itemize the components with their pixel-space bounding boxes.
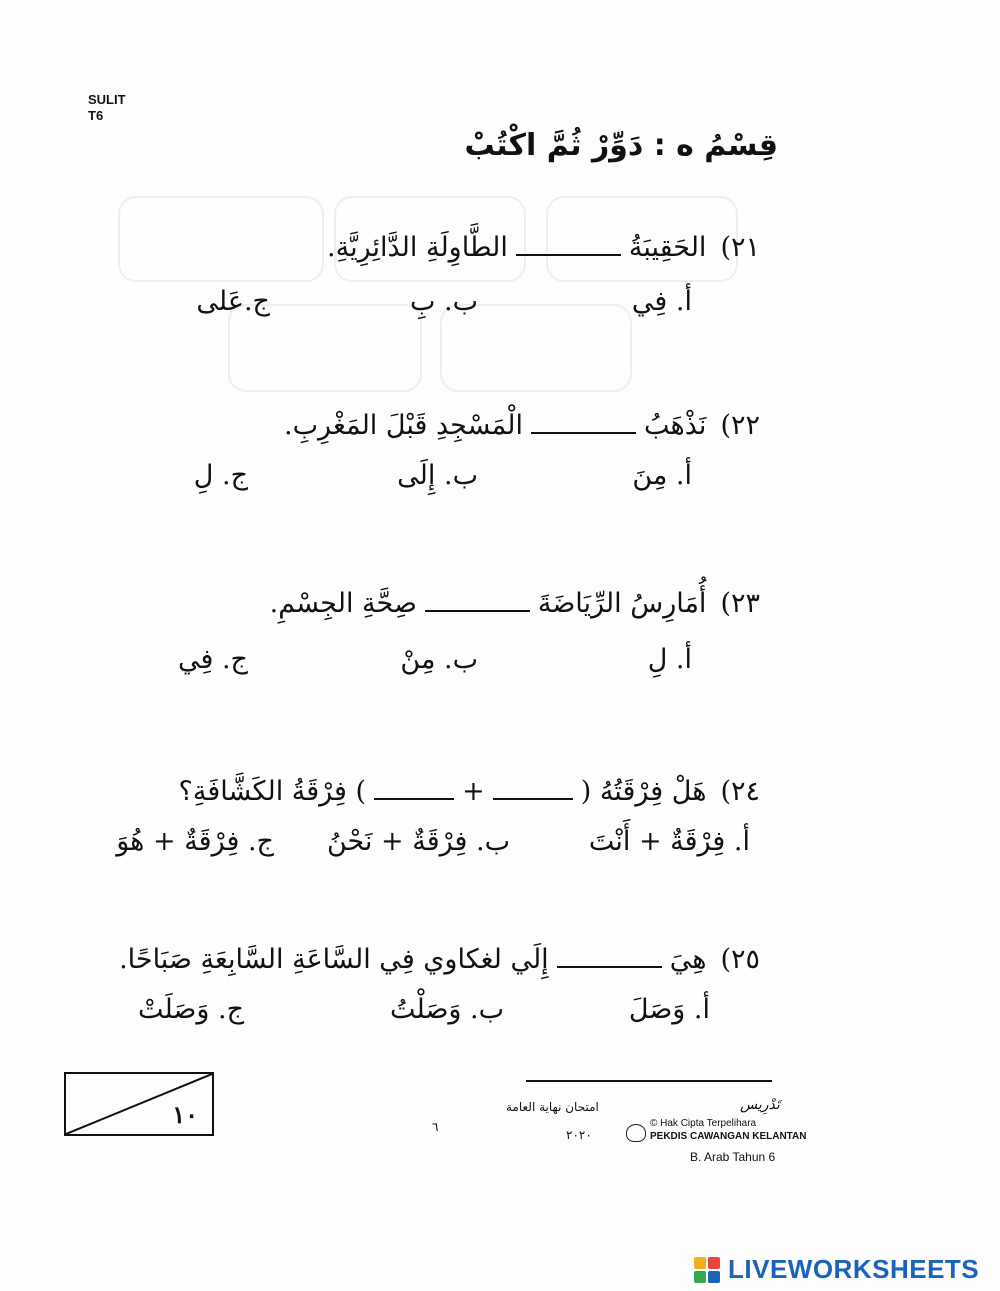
option-a[interactable]: أ. مِنَ [632,460,692,491]
answer-blank[interactable] [531,404,636,434]
question-number: ٢٣) [720,588,760,619]
option-c[interactable]: ج. وَصَلَتْ [137,994,244,1025]
question-number: ٢١) [720,232,760,263]
liveworksheets-logo-icon [694,1257,720,1283]
question-text-after: الطَّاوِلَةِ الدَّائِرِيَّةِ. [327,232,508,263]
answer-blank[interactable] [516,226,621,256]
score-value: ١٠ [172,1100,198,1129]
question-text-after: الْمَسْجِدِ قَبْلَ المَغْرِبِ. [284,410,523,441]
publisher: PEKDIS CAWANGAN KELANTAN [650,1131,807,1142]
publisher-logo [626,1124,646,1142]
answer-blank-1[interactable] [493,770,573,800]
question-text-before: نَذْهَبُ [644,410,707,441]
liveworksheets-wordmark: LIVEWORKSHEETS [728,1254,980,1284]
copyright: © Hak Cipta Terpelihara [650,1118,757,1129]
plus-sign: + [462,776,485,807]
option-b[interactable]: ب. فِرْقَةٌ + نَحْنُ [326,826,510,857]
subject: B. Arab Tahun 6 [690,1150,776,1164]
option-b[interactable]: ب. إِلَى [397,460,478,491]
document-code [88,92,126,124]
option-c[interactable]: ج. فِي [177,644,248,675]
option-c[interactable]: ج. فِرْقَةٌ + هُوَ [116,826,274,857]
question-text-before: هَلْ فِرْقَتُهُ ( [580,776,707,807]
section-title: قِسْمُ ه : دَوِّرْ ثُمَّ اكْتُبْ [464,128,778,163]
question-text-before: الحَقِيبَةُ [628,232,707,263]
option-a[interactable]: أ. لِ [647,644,692,675]
teacher-label: تَدْرِيس [740,1097,780,1113]
answer-blank-2[interactable] [374,770,454,800]
page-number: ٦ [432,1120,439,1134]
exam-year: ٢٠٢٠ [566,1128,592,1142]
question-24 [179,770,760,807]
option-b[interactable]: ب. بِ [409,286,478,317]
question-text-after: إِلَي لغكاوي فِي السَّاعَةِ السَّابِعَةِ صَبَاحًا. [119,944,549,975]
exam-name: امتحان نهاية العامة [506,1100,599,1114]
footer-rule [526,1080,772,1082]
option-c[interactable]: ج.عَلى [196,286,270,317]
question-text-before: هِيَ [669,944,707,975]
question-23 [270,582,760,619]
code-line-1: SULIT [88,92,126,107]
option-b[interactable]: ب. مِنْ [400,644,478,675]
question-22 [284,404,760,441]
option-b[interactable]: ب. وَصَلْتُ [390,994,504,1025]
option-a[interactable]: أ. فِرْقَةٌ + أَنْتَ [588,826,750,857]
code-line-2: T6 [88,108,104,123]
option-c[interactable]: ج. لِ [193,460,248,491]
question-number: ٢٢) [720,410,760,441]
option-a[interactable]: أ. فِي [631,286,692,317]
question-text-after: صِحَّةِ الجِسْمِ. [269,588,417,619]
bleed-through-box [228,304,422,392]
option-a[interactable]: أ. وَصَلَ [628,994,710,1025]
score-box [64,1072,214,1136]
question-number: ٢٤) [720,776,760,807]
answer-blank[interactable] [557,938,662,968]
question-number: ٢٥) [720,944,760,975]
bleed-through-box [440,304,632,392]
answer-blank[interactable] [425,582,530,612]
question-25 [119,938,760,975]
question-text-after: ) فِرْقَةُ الكَشَّافَةِ؟ [178,776,367,807]
liveworksheets-brand[interactable] [694,1254,979,1285]
bleed-through-box [118,196,324,282]
question-text-before: أُمَارِسُ الرِّيَاضَةَ [537,588,707,619]
question-21 [327,226,760,263]
